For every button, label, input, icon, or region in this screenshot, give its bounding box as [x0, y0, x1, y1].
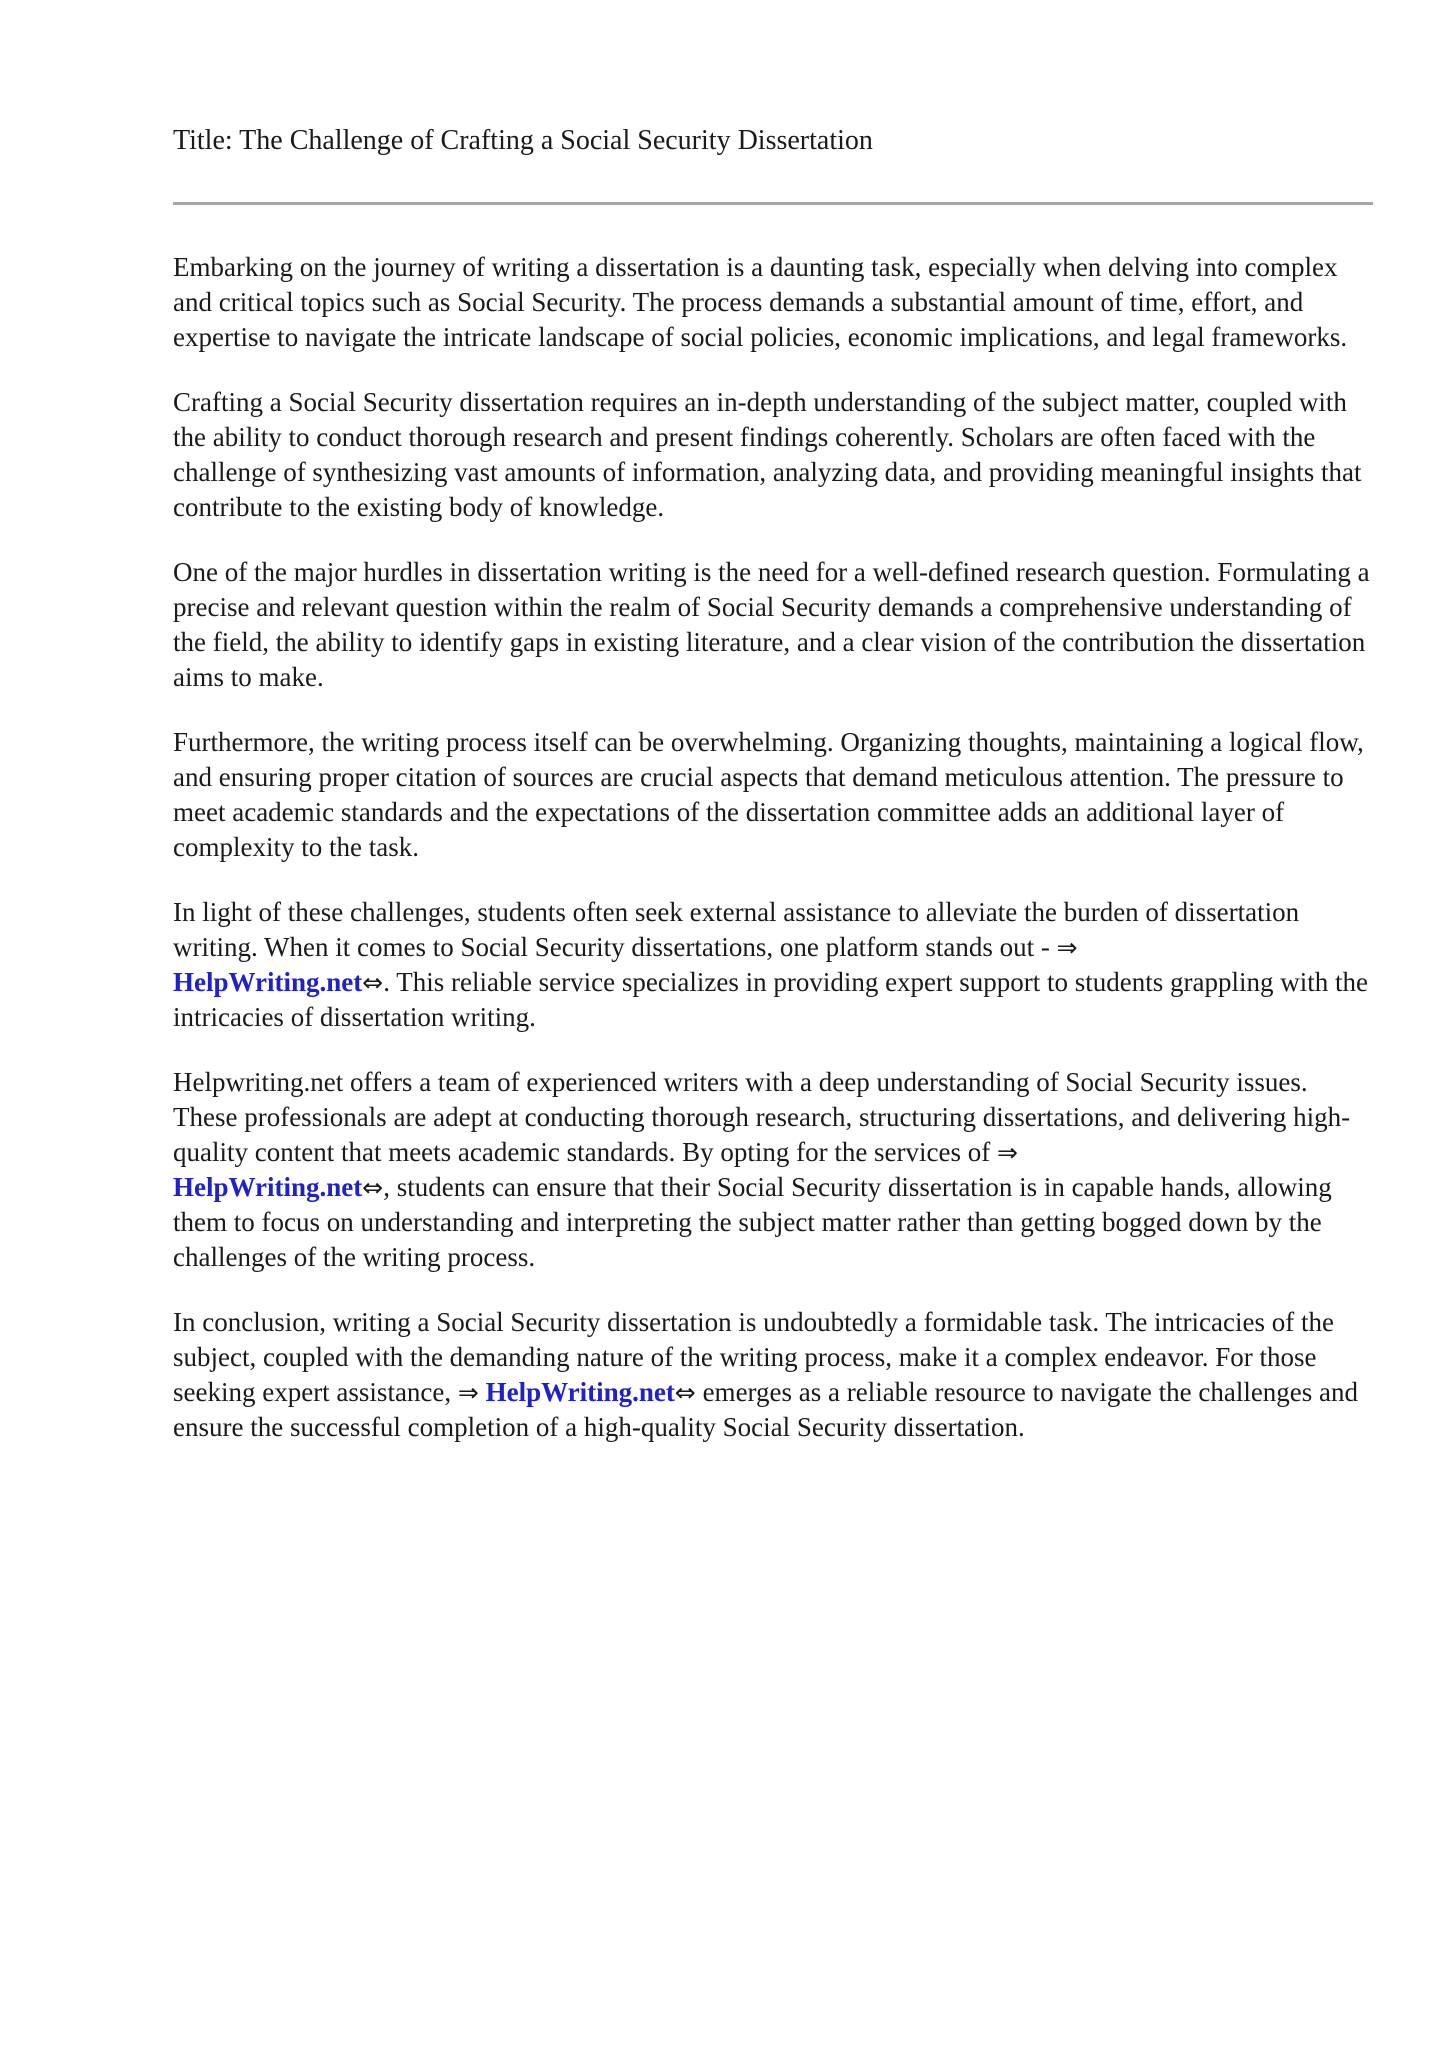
paragraph-5	[173, 895, 1373, 1035]
document-title: Title: The Challenge of Crafting a Social Security Dissertation	[173, 125, 873, 156]
paragraph-3: One of the major hurdles in dissertation writing is the need for a well-defined research question. Formulating a precise and relevant question within the realm of Social Security demands a comprehensive understanding of the field, the ability to identify gaps in existing literature, and a clear vision of the contribution the dissertation aims to make.	[173, 557, 1370, 692]
paragraph-1: Embarking on the journey of writing a dissertation is a daunting task, especially when delving into complex and critical topics such as Social Security. The process demands a substantial amount of time, effort, and expertise to navigate the intricate landscape of social policies, economic implications, and legal frameworks.	[173, 252, 1348, 352]
double-arrow-right-icon: ⇒	[457, 1378, 479, 1407]
double-arrow-right-icon: ⇒	[997, 1138, 1018, 1167]
paragraph-7	[173, 1305, 1373, 1445]
paragraph-2: Crafting a Social Security dissertation requires an in-depth understanding of the subject matter, coupled with the ability to conduct thorough research and present findings coherently. Scholars are often faced with the challenge of synthesizing vast amounts of information, analyzing data, and providing meaningful insights that contribute to the existing body of knowledge.	[173, 387, 1362, 522]
helpwriting-link[interactable]: HelpWriting.net	[173, 1172, 363, 1202]
paragraph-5-text-before: In light of these challenges, students often seek external assistance to alleviate the burden of dissertation writing. When it comes to Social Security dissertations, one platform stands out -	[173, 897, 1300, 962]
paragraph-7-text-after: emerges as a reliable resource to navigate the challenges and ensure the successful completion of a high-quality Social Security dissertation.	[173, 1377, 1359, 1442]
paragraph-4: Furthermore, the writing process itself can be overwhelming. Organizing thoughts, maintaining a logical flow, and ensuring proper citation of sources are crucial aspects that demand meticulous attention. The pressure to meet academic standards and the expectations of the dissertation committee adds an additional layer of complexity to the task.	[173, 727, 1364, 862]
double-arrow-right-icon: ⇒	[1056, 933, 1078, 962]
double-arrow-both-icon: ⇔	[362, 968, 384, 997]
double-arrow-both-icon: ⇔	[674, 1378, 696, 1407]
paragraph-6-text-before: Helpwriting.net offers a team of experienced writers with a deep understanding of Social Security issues. These professionals are adept at conducting thorough research, structuring dissertations, and delivering high-quality content that meets academic standards. By opting for the services of	[173, 1067, 1351, 1167]
helpwriting-link[interactable]: HelpWriting.net	[173, 967, 363, 997]
double-arrow-both-icon: ⇔	[362, 1173, 384, 1202]
paragraph-7-text-before: In conclusion, writing a Social Security dissertation is undoubtedly a formidable task. The intricacies of the subject, coupled with the demanding nature of the writing process, make it a complex endeavor. For those seeking expert assistance,	[173, 1307, 1334, 1407]
paragraph-5-text-after: . This reliable service specializes in providing expert support to students grappling with the intricacies of dissertation writing.	[173, 967, 1368, 1032]
paragraph-6-text-after: , students can ensure that their Social Security dissertation is in capable hands, allowing them to focus on understanding and interpreting the subject matter rather than getting bogged down by the challenges of the writing process.	[173, 1172, 1332, 1272]
paragraph-6	[173, 1065, 1373, 1275]
title-divider	[173, 202, 1373, 205]
helpwriting-link[interactable]: HelpWriting.net	[485, 1377, 675, 1407]
document-body	[173, 250, 1373, 1475]
